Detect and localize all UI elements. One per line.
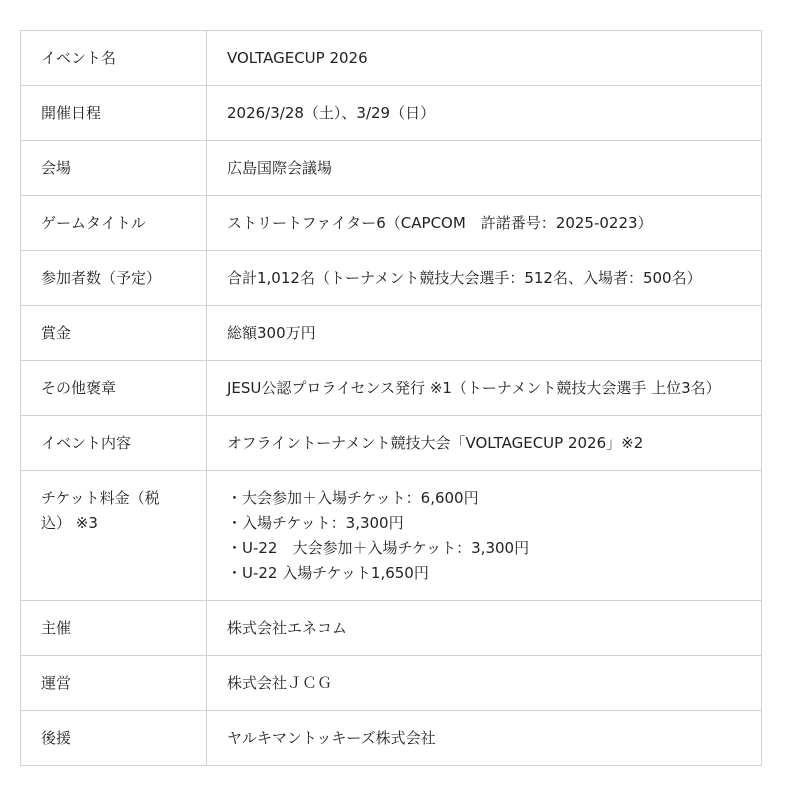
row-value: ストリートファイター6（CAPCOM 許諾番号：2025-0223） <box>207 196 762 251</box>
row-value: 広島国際会議場 <box>207 141 762 196</box>
table-row-organizer <box>21 601 762 656</box>
table-row-sponsor <box>21 711 762 766</box>
table-row-game-title <box>21 196 762 251</box>
row-label: 開催日程 <box>21 86 207 141</box>
table-row-schedule <box>21 86 762 141</box>
row-label: イベント名 <box>21 31 207 86</box>
table-row-prize <box>21 306 762 361</box>
row-label: イベント内容 <box>21 416 207 471</box>
row-label: 後援 <box>21 711 207 766</box>
row-value: 株式会社ＪＣＧ <box>207 656 762 711</box>
table-row-venue <box>21 141 762 196</box>
row-label: ゲームタイトル <box>21 196 207 251</box>
row-value: ・大会参加＋入場チケット：6,600円 ・入場チケット：3,300円 ・U-22 大会参加＋入場チケット：3,300円 ・U-22 入場チケット1,650円 <box>207 471 762 601</box>
table-row-other-awards <box>21 361 762 416</box>
event-info-table <box>20 30 762 766</box>
row-label: 会場 <box>21 141 207 196</box>
row-value: VOLTAGECUP 2026 <box>207 31 762 86</box>
row-value: 株式会社エネコム <box>207 601 762 656</box>
row-value: オフライントーナメント競技大会「VOLTAGECUP 2026」※2 <box>207 416 762 471</box>
row-value: ヤルキマントッキーズ株式会社 <box>207 711 762 766</box>
table-row-ticket-price <box>21 471 762 601</box>
row-value: JESU公認プロライセンス発行 ※1（トーナメント競技大会選手 上位3名） <box>207 361 762 416</box>
row-value: 2026/3/28（土）、3/29（日） <box>207 86 762 141</box>
table-row-event-content <box>21 416 762 471</box>
table-row-participants <box>21 251 762 306</box>
row-value: 総額300万円 <box>207 306 762 361</box>
row-label: チケット料金（税込） ※3 <box>21 471 207 601</box>
row-label: その他褒章 <box>21 361 207 416</box>
row-label: 主催 <box>21 601 207 656</box>
row-label: 参加者数（予定） <box>21 251 207 306</box>
row-value: 合計1,012名（トーナメント競技大会選手：512名、入場者：500名） <box>207 251 762 306</box>
row-label: 賞金 <box>21 306 207 361</box>
row-label: 運営 <box>21 656 207 711</box>
table-row-operator <box>21 656 762 711</box>
table-row-event-name <box>21 31 762 86</box>
